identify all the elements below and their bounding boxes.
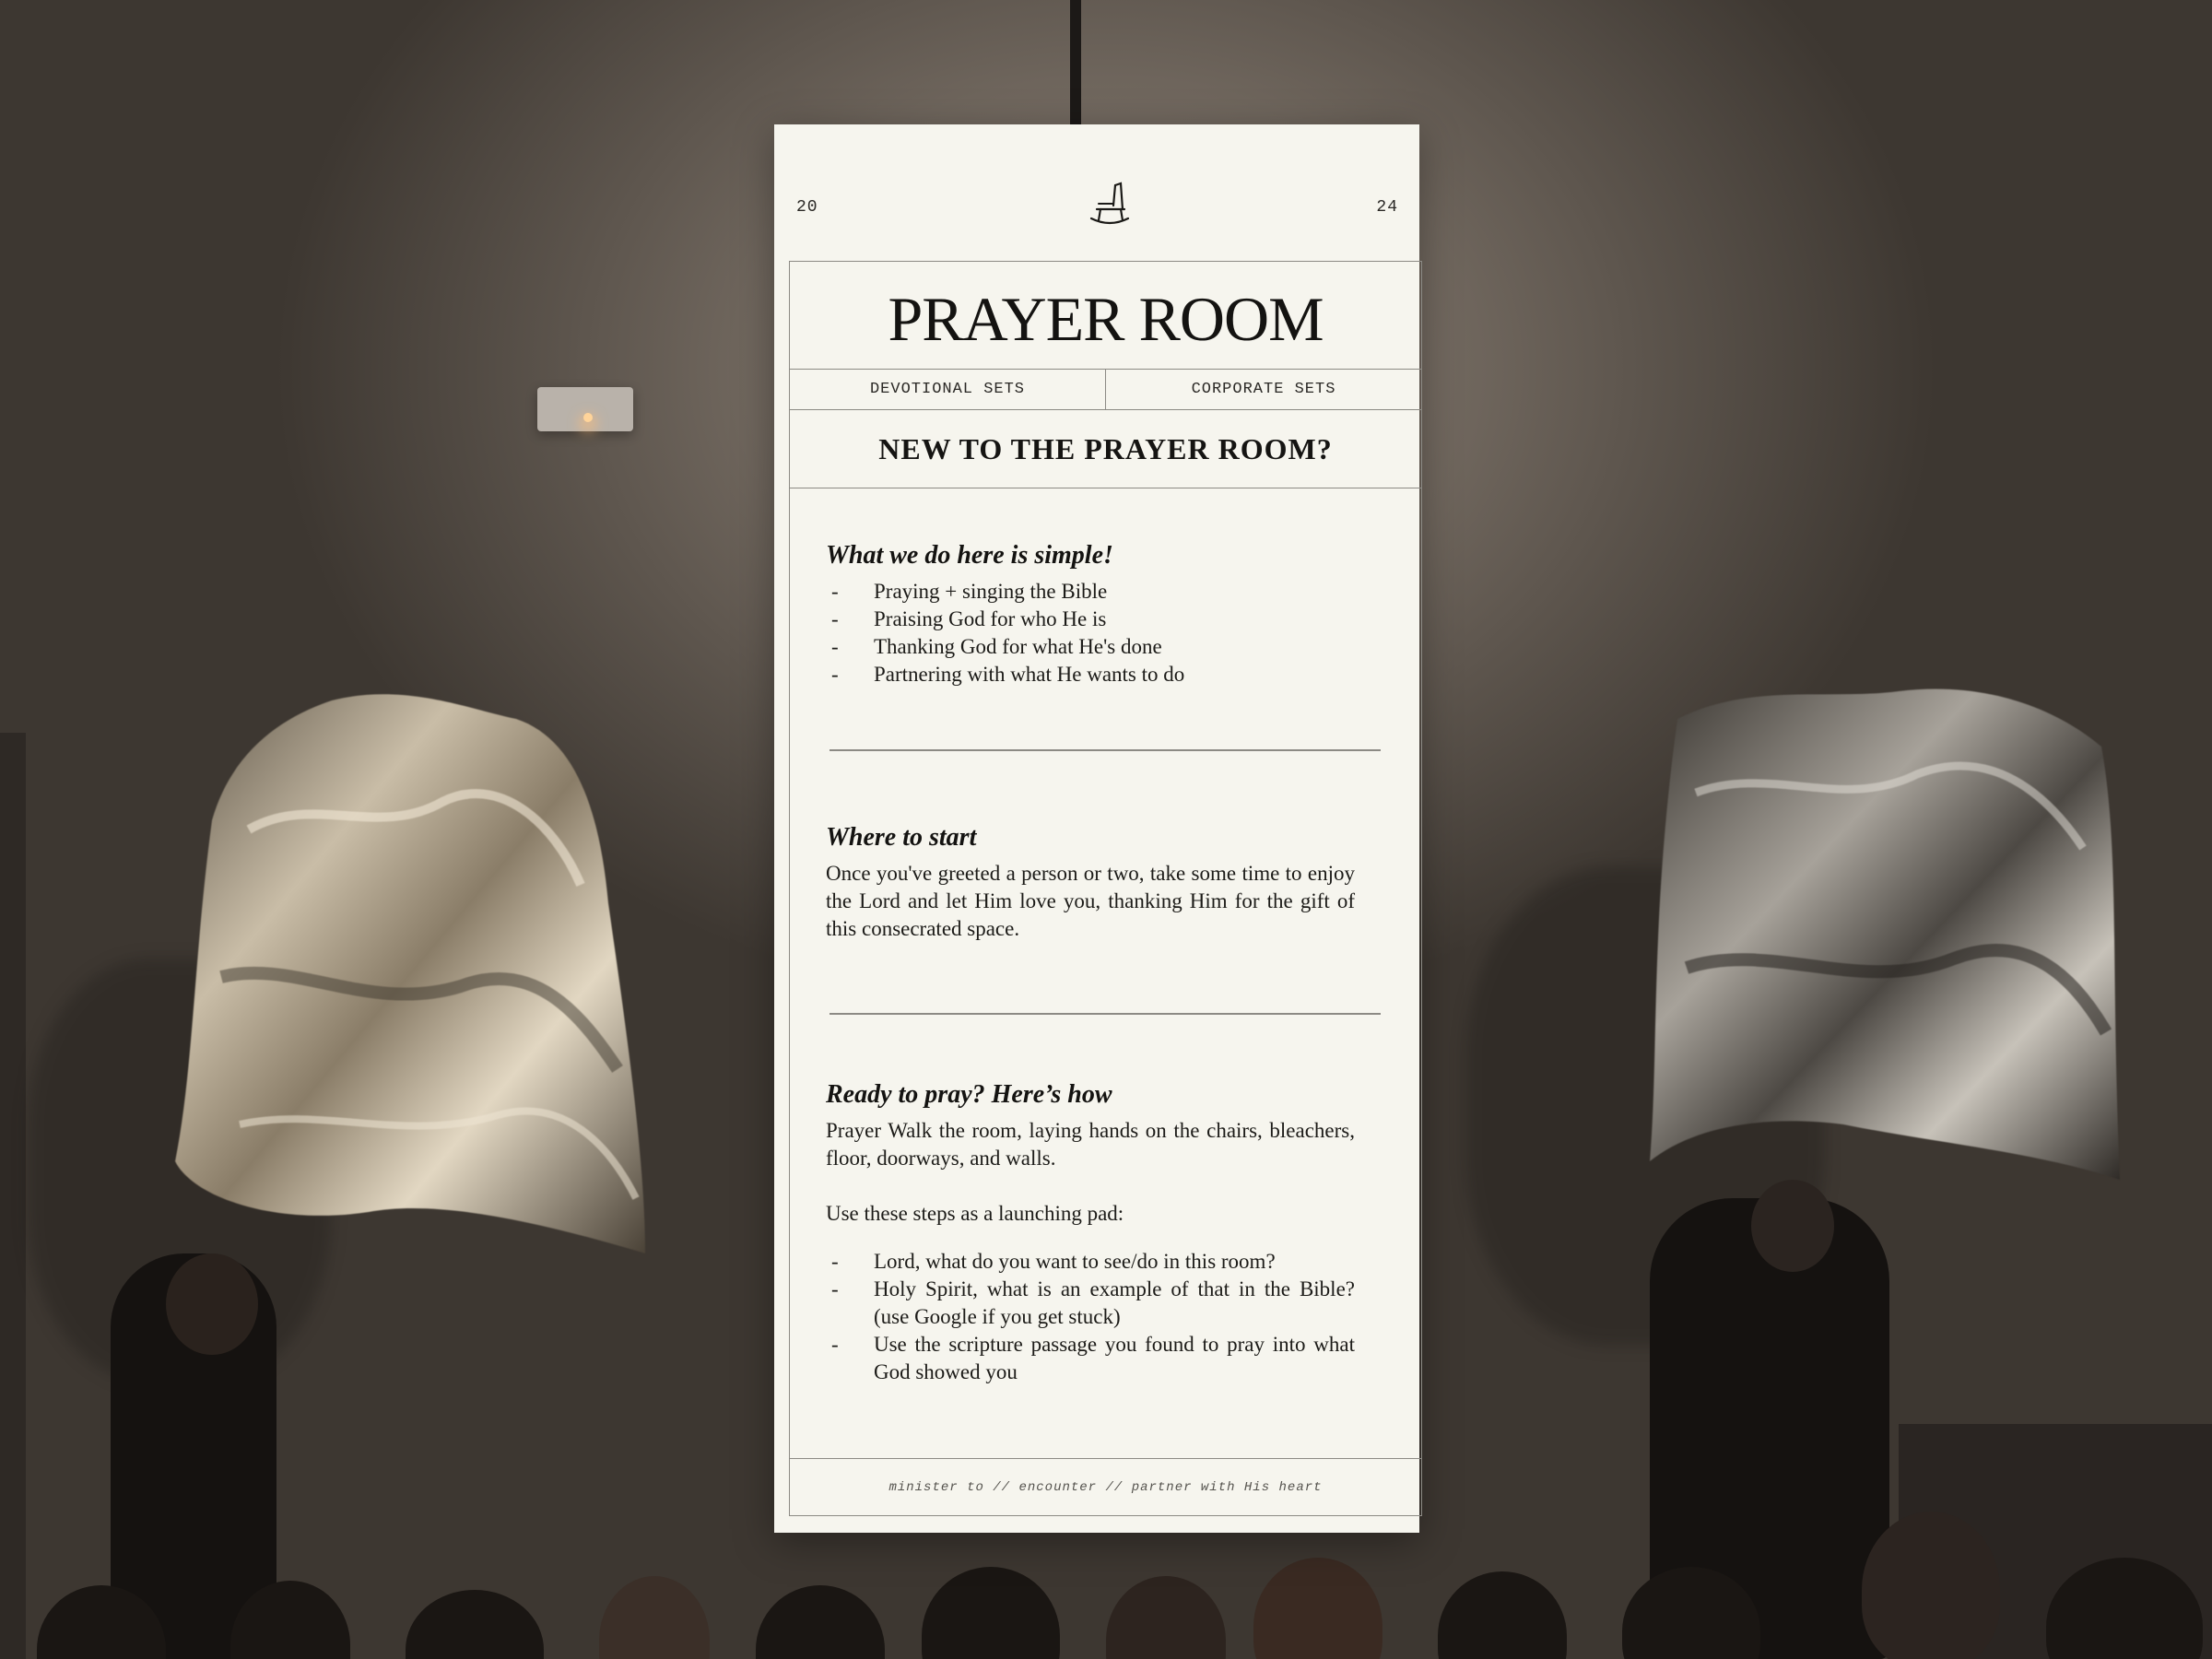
flyer-header-bar	[774, 124, 1419, 261]
subhead-row	[790, 410, 1421, 488]
crowd-head	[922, 1567, 1060, 1659]
tab-corporate-sets[interactable]: CORPORATE SETS	[1105, 370, 1421, 409]
crowd-head	[406, 1590, 544, 1659]
silver-fabric-left	[166, 682, 664, 1272]
list-item: - Lord, what do you want to see/do in this room?	[826, 1248, 1355, 1276]
silver-fabric-right	[1641, 664, 2138, 1198]
section-where-to-start	[826, 823, 1355, 943]
tab-devotional-sets[interactable]: DEVOTIONAL SETS	[869, 381, 1026, 398]
ceiling-pole	[1070, 0, 1081, 124]
list-item: - Thanking God for what He's done	[826, 633, 1355, 661]
left-wall-panel	[0, 733, 26, 1659]
list-item: - Use the scripture passage you found to pray into what God showed you	[826, 1331, 1355, 1386]
list-item: - Praising God for who He is	[826, 606, 1355, 633]
dancer-left-head	[166, 1253, 258, 1355]
title-row	[790, 262, 1421, 370]
section-what-we-do	[826, 541, 1355, 688]
section-divider	[830, 749, 1381, 751]
crowd-head	[1438, 1571, 1567, 1659]
prayer-room-flyer	[774, 124, 1419, 1533]
lamp-glow	[583, 413, 593, 422]
set-tabs	[790, 370, 1421, 410]
crowd-head	[756, 1585, 885, 1659]
list-item: - Praying + singing the Bible	[826, 578, 1355, 606]
section-divider	[830, 1013, 1381, 1015]
section-body: Use these steps as a launching pad:	[826, 1202, 1124, 1225]
list-item: - Partnering with what He wants to do	[826, 661, 1355, 688]
steps-list	[826, 1248, 1355, 1386]
page-title: PRAYER ROOM	[888, 283, 1324, 354]
list-item: - Holy Spirit, what is an example of that in the Bible? (use Google if you get stuck)	[826, 1276, 1355, 1331]
section-ready-to-pray	[826, 1080, 1355, 1386]
activity-list	[826, 578, 1355, 688]
crowd-head	[1106, 1576, 1226, 1659]
crowd-head	[1253, 1558, 1382, 1659]
section-body: Once you've greeted a person or two, take some time to enjoy the Lord and let Him love you, thanking Him for the gift of this consecrated space.	[826, 862, 1355, 940]
dancer-right-head	[1751, 1180, 1834, 1272]
rocking-chair-icon	[1088, 182, 1132, 229]
flyer-footer: minister to // encounter // partner with His heart	[789, 1458, 1422, 1516]
section-heading: Where to start	[826, 823, 977, 852]
wall-light-fixture	[537, 387, 633, 431]
year-right: 24	[1376, 198, 1398, 217]
section-heading: What we do here is simple!	[826, 541, 1113, 570]
subheading: NEW TO THE PRAYER ROOM?	[878, 431, 1333, 465]
section-heading: Ready to pray? Here’s how	[826, 1080, 1112, 1109]
crowd-head	[1862, 1512, 2000, 1659]
year-left: 20	[796, 198, 818, 217]
crowd-head	[599, 1576, 710, 1659]
section-body: Prayer Walk the room, laying hands on the chairs, bleachers, floor, doorways, and walls.	[826, 1119, 1355, 1170]
